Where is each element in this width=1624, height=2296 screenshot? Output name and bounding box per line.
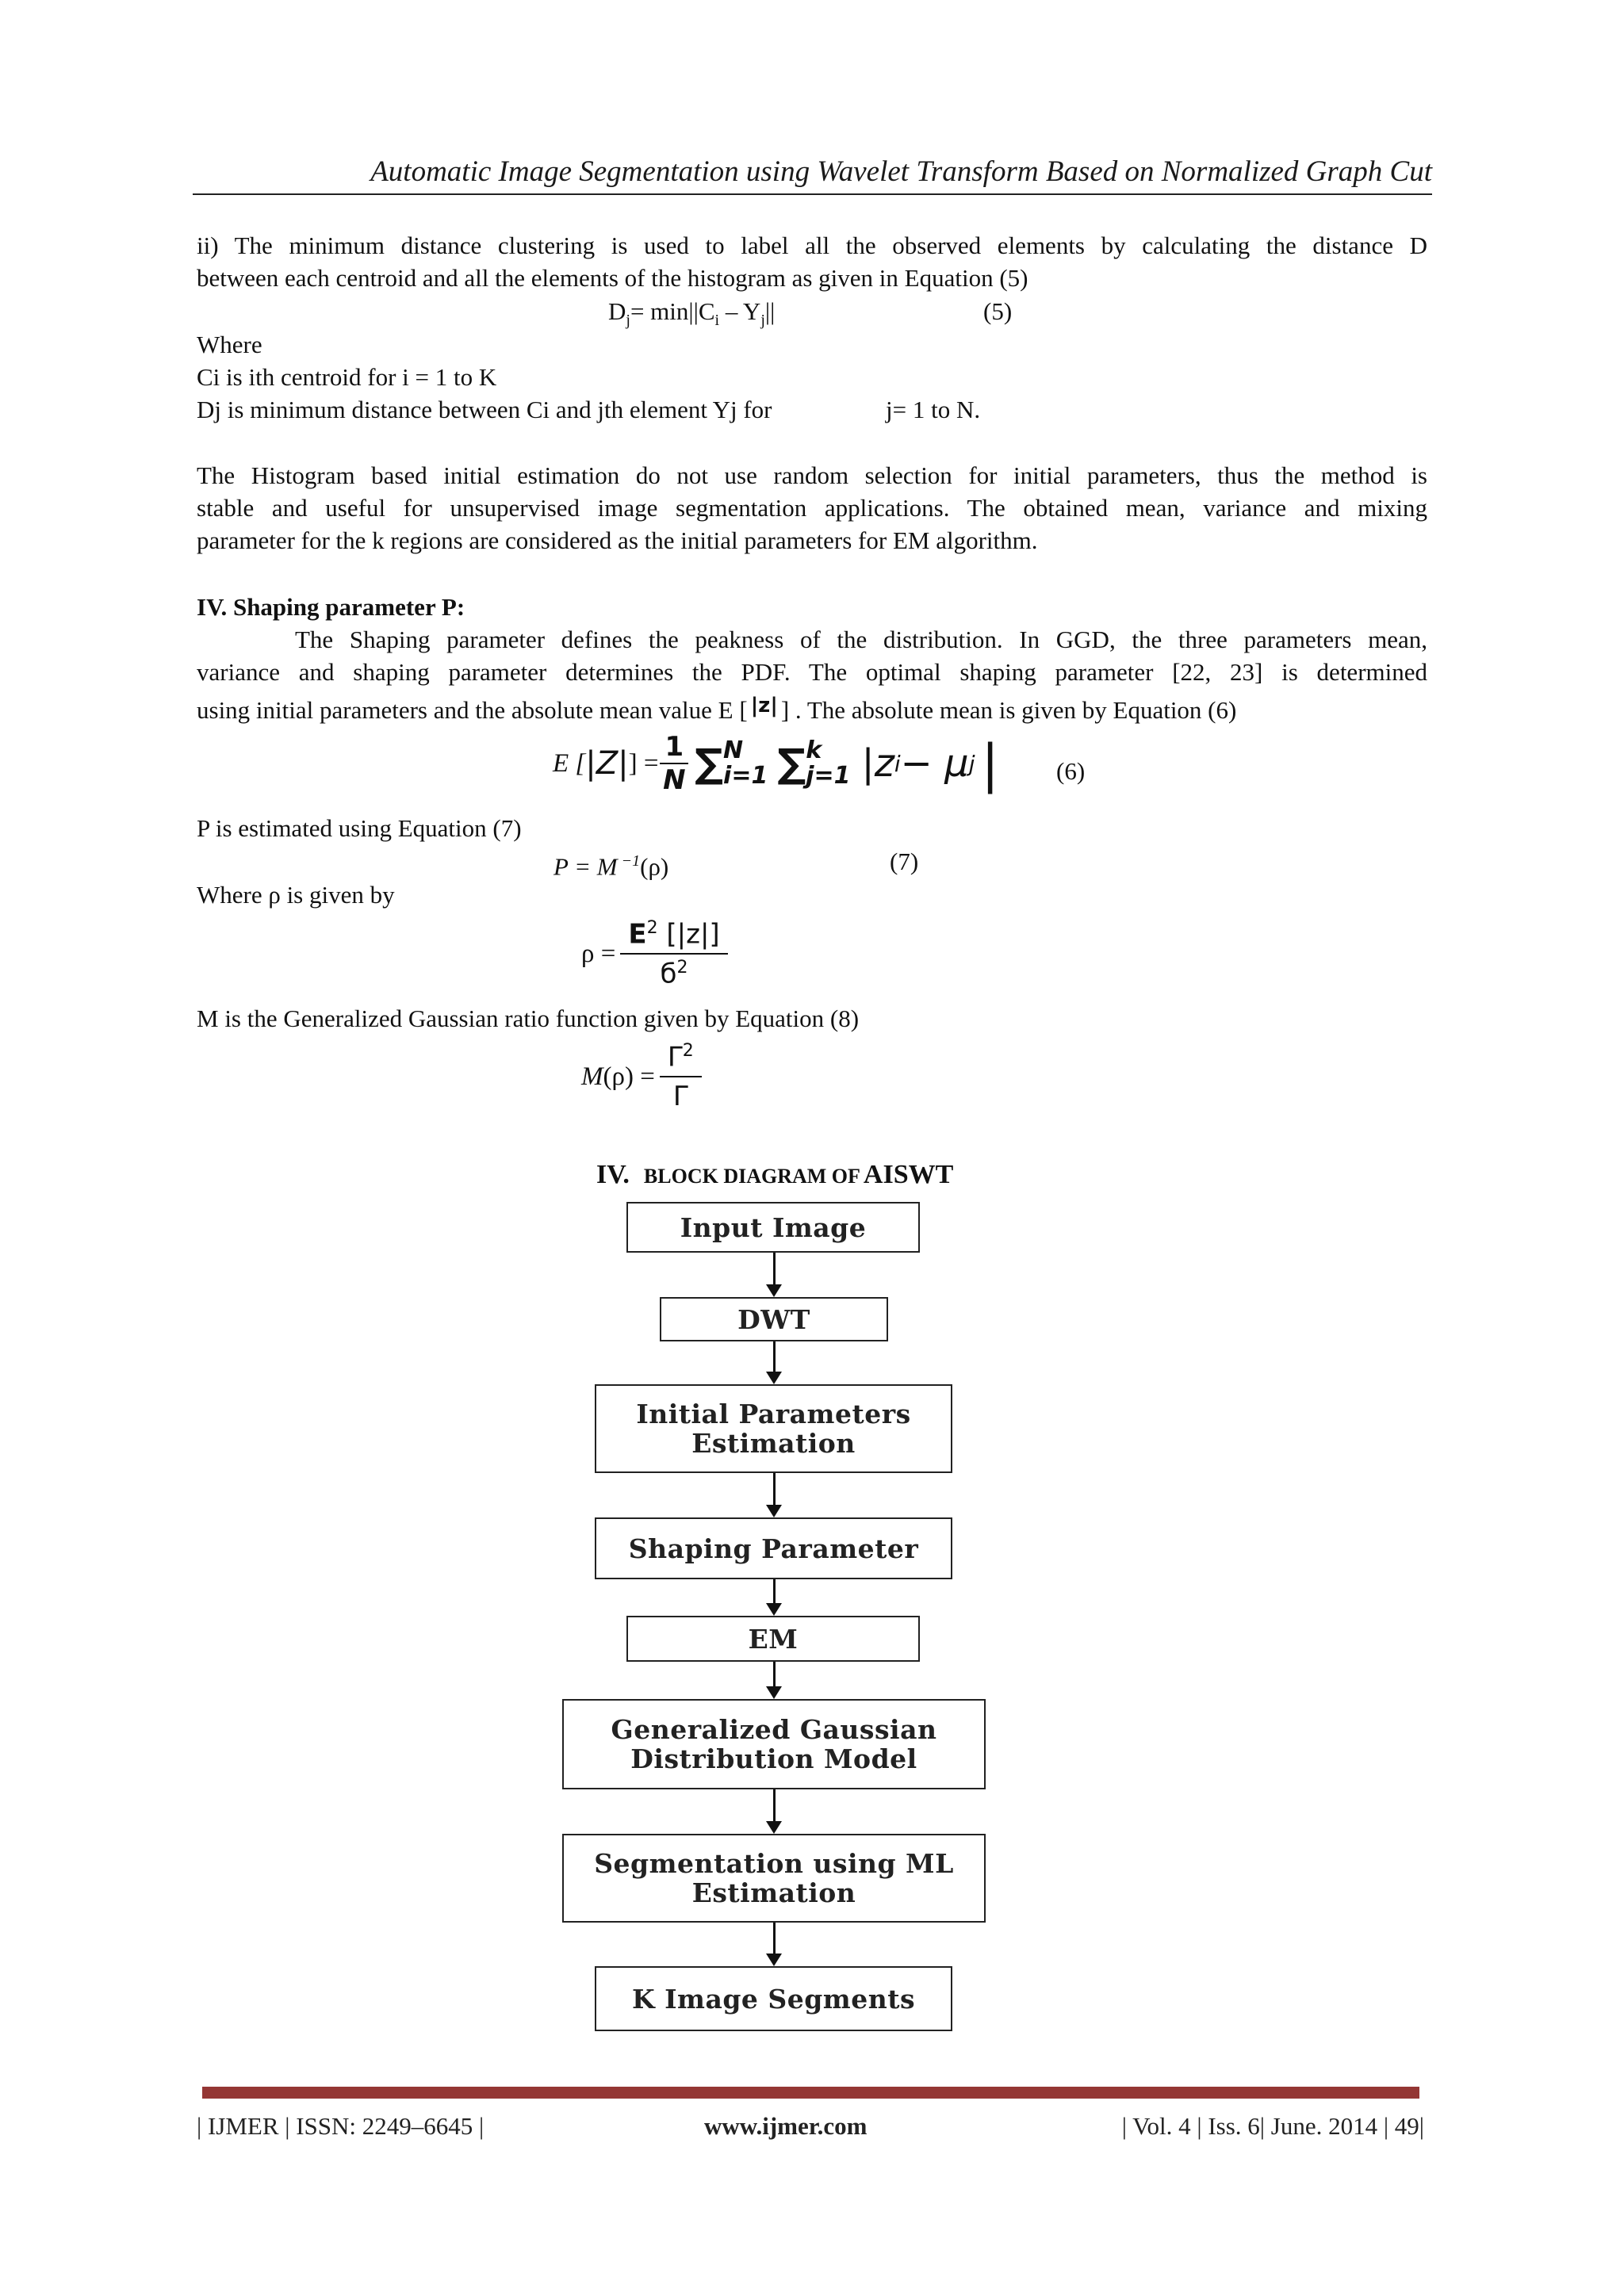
para1-line1: ii) The minimum distance clustering is used to label all the observed elements by calculating the distance D bbox=[197, 232, 1427, 259]
where-line2: Dj is minimum distance between Ci and jth element Yj for bbox=[197, 396, 772, 423]
para1-line2: between each centroid and all the elements of the histogram as given in Equation (5) bbox=[197, 264, 1028, 292]
arrow-head bbox=[766, 1603, 782, 1616]
rho-equation: ρ = $\frac{E^2 [|z|]}{б^2}$ bbox=[581, 910, 728, 997]
arrow-shaft bbox=[773, 1579, 776, 1603]
box-dwt: DWT bbox=[660, 1297, 888, 1341]
footer-bar bbox=[202, 2087, 1419, 2099]
where-line1: Ci is ith centroid for i = 1 to K bbox=[197, 363, 497, 391]
para2-line2: stable and useful for unsupervised image segmentation applications. The obtained mean, variance and mixing bbox=[197, 494, 1427, 522]
section4-line2: variance and shaping parameter determines the PDF. The optimal shaping parameter [22, 23] is determined bbox=[197, 658, 1427, 686]
m-equation: M (ρ) = $\frac{\Gamma^2}{\Gamma}$ bbox=[581, 1033, 702, 1120]
arrow-head bbox=[766, 1821, 782, 1834]
box-input-image: Input Image bbox=[626, 1202, 920, 1253]
equation-7: P = M $^{-1}$(ρ) bbox=[553, 852, 669, 881]
equation-5: $D_j= \min||C_i - Y_j||$ bbox=[608, 297, 776, 330]
header-rule bbox=[193, 193, 1432, 195]
equation-7-number: (7) bbox=[890, 848, 919, 875]
footer-website-link[interactable]: www.ijmer.com bbox=[704, 2112, 868, 2140]
para2-line1: The Histogram based initial estimation do not use random selection for initial parameters, thus the method is bbox=[197, 461, 1427, 489]
arrow-head bbox=[766, 1284, 782, 1297]
para2-line3: parameter for the k regions are considered as the initial parameters for EM algorithm. bbox=[197, 526, 1038, 554]
arrow-shaft bbox=[773, 1923, 776, 1954]
arrow-head bbox=[766, 1372, 782, 1384]
footer-issue-info: | Vol. 4 | Iss. 6| June. 2014 | 49| bbox=[1121, 2112, 1424, 2140]
footer-journal-info: | IJMER | ISSN: 2249–6645 | bbox=[197, 2112, 485, 2140]
arrow-head bbox=[766, 1505, 782, 1517]
where-rho-line: Where ρ is given by bbox=[197, 881, 395, 909]
p-estimate-line: P is estimated using Equation (7) bbox=[197, 814, 522, 842]
block-diagram-heading: IV. BLOCK DIAGRAM OF AISWT bbox=[596, 1160, 954, 1189]
arrow-shaft bbox=[773, 1473, 776, 1505]
where-line2-tail: j= 1 to N. bbox=[886, 396, 981, 423]
section4-line1: The Shaping parameter defines the peakness of the distribution. In GGD, the three parameters mean, bbox=[295, 626, 1427, 653]
equation-6: E [ |Z| ] = $\frac{1}{N}$ ∑ N i=1 ∑ k j=1 |z i − μ j | bbox=[553, 731, 999, 796]
box-segmentation-ml: Segmentation using ML Estimation bbox=[562, 1834, 986, 1923]
section-heading-shaping: IV. Shaping parameter P: bbox=[197, 593, 465, 621]
box-em: EM bbox=[626, 1616, 920, 1662]
arrow-shaft bbox=[773, 1789, 776, 1821]
box-shaping-parameter: Shaping Parameter bbox=[595, 1517, 952, 1579]
box-ggd-model: Generalized Gaussian Distribution Model bbox=[562, 1699, 986, 1789]
arrow-head bbox=[766, 1954, 782, 1966]
equation-6-number: (6) bbox=[1056, 757, 1086, 785]
arrow-head bbox=[766, 1686, 782, 1699]
where-label: Where bbox=[197, 331, 262, 358]
arrow-shaft bbox=[773, 1341, 776, 1372]
m-function-line: M is the Generalized Gaussian ratio function given by Equation (8) bbox=[197, 1004, 860, 1032]
arrow-shaft bbox=[773, 1662, 776, 1686]
running-header: Automatic Image Segmentation using Wavelet Transform Based on Normalized Graph Cut bbox=[370, 155, 1432, 188]
box-initial-parameters: Initial Parameters Estimation bbox=[595, 1384, 952, 1473]
box-k-image-segments: K Image Segments bbox=[595, 1966, 952, 2031]
arrow-shaft bbox=[773, 1253, 776, 1284]
equation-5-number: (5) bbox=[983, 297, 1013, 325]
section4-line3: using initial parameters and the absolute mean value E [ $^{|z|}$ ] . The absolute mean is given by Equation (6) bbox=[197, 694, 1237, 724]
